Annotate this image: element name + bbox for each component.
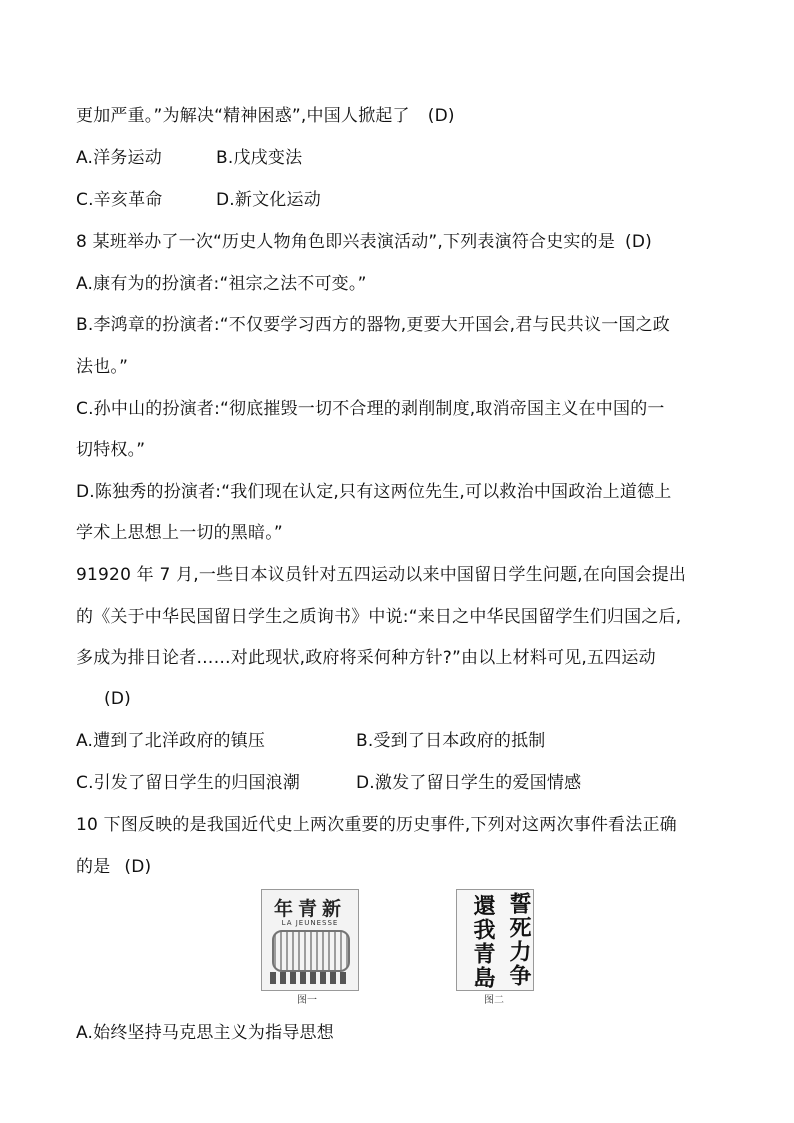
q9-stem-line-2: 的《关于中华民国留日学生之质询书》中说:“来日之中华民国留学生们归国之后, xyxy=(76,607,682,627)
figure-2-caption: 图二 xyxy=(484,995,504,1006)
q8-option-b-line-2: 法也。” xyxy=(76,357,129,377)
q10-option-a: A.始终坚持马克思主义为指导思想 xyxy=(76,1023,334,1043)
q10-stem-line-2 xyxy=(76,855,151,879)
q7-stem-text: 更加严重。”为解决“精神困惑”,中国人掀起了 xyxy=(76,106,410,126)
figure-1-caption: 图一 xyxy=(297,995,317,1006)
q8-option-a: A.康有为的扮演者:“祖宗之法不可变。” xyxy=(76,274,367,294)
cover-subtitle: LA JEUNESSE xyxy=(281,919,339,927)
q7-option-a: A.洋务运动 xyxy=(76,148,162,168)
q9-answer: (D) xyxy=(104,689,131,709)
q9-option-b: B.受到了日本政府的抵制 xyxy=(356,731,546,751)
q7-option-c: C.辛亥革命 xyxy=(76,190,163,210)
slogan-left-column: 還我青島 xyxy=(470,894,496,990)
q9-stem-line-1: 91920 年 7 月,一些日本议员针对五四运动以来中国留日学生问题,在向国会提出 xyxy=(76,565,687,585)
q9-option-a: A.遭到了北洋政府的镇压 xyxy=(76,731,266,751)
q8-option-b-line-1: B.李鸿章的扮演者:“不仅要学习西方的器物,更要大开国会,君与民共议一国之政 xyxy=(76,315,671,335)
q8-option-c-line-2: 切特权。” xyxy=(76,440,146,460)
cover-portrait-frame xyxy=(272,930,350,972)
q7-option-d: D.新文化运动 xyxy=(216,190,321,210)
q8-option-d-line-2: 学术上思想上一切的黑暗。” xyxy=(76,523,283,543)
q9-option-c: C.引发了留日学生的归国浪潮 xyxy=(76,773,301,793)
cover-title: 年青新 xyxy=(273,898,346,920)
q8-option-d-line-1: D.陈独秀的扮演者:“我们现在认定,只有这两位先生,可以救治中国政治上道德上 xyxy=(76,482,672,502)
q7-answer: (D) xyxy=(427,106,455,126)
q10-stem-line-1: 10 下图反映的是我国近代史上两次重要的历史事件,下列对这两次事件看法正确 xyxy=(76,815,677,835)
q10-stem-text: 的是 xyxy=(76,857,111,877)
slogan-banner-image xyxy=(456,889,534,991)
q7-option-b: B.戊戌变法 xyxy=(216,148,303,168)
q10-answer: (D) xyxy=(124,857,152,877)
q7-stem-tail xyxy=(76,104,455,128)
q8-option-c-line-1: C.孙中山的扮演者:“彻底摧毁一切不合理的剥削制度,取消帝国主义在中国的一 xyxy=(76,399,665,419)
q9-stem-line-3: 多成为排日论者……对此现状,政府将采何种方针?”由以上材料可见,五四运动 xyxy=(76,648,656,668)
cover-footer-text xyxy=(270,972,350,984)
q8-answer: (D) xyxy=(625,232,653,252)
slogan-right-column: 誓死力争 xyxy=(506,892,532,988)
q8-stem xyxy=(76,230,652,254)
q8-stem-text: 8 某班举办了一次“历史人物角色即兴表演活动”,下列表演符合史实的是 xyxy=(76,232,616,252)
q9-option-d: D.激发了留日学生的爱国情感 xyxy=(356,773,582,793)
new-youth-cover-image xyxy=(261,889,359,991)
